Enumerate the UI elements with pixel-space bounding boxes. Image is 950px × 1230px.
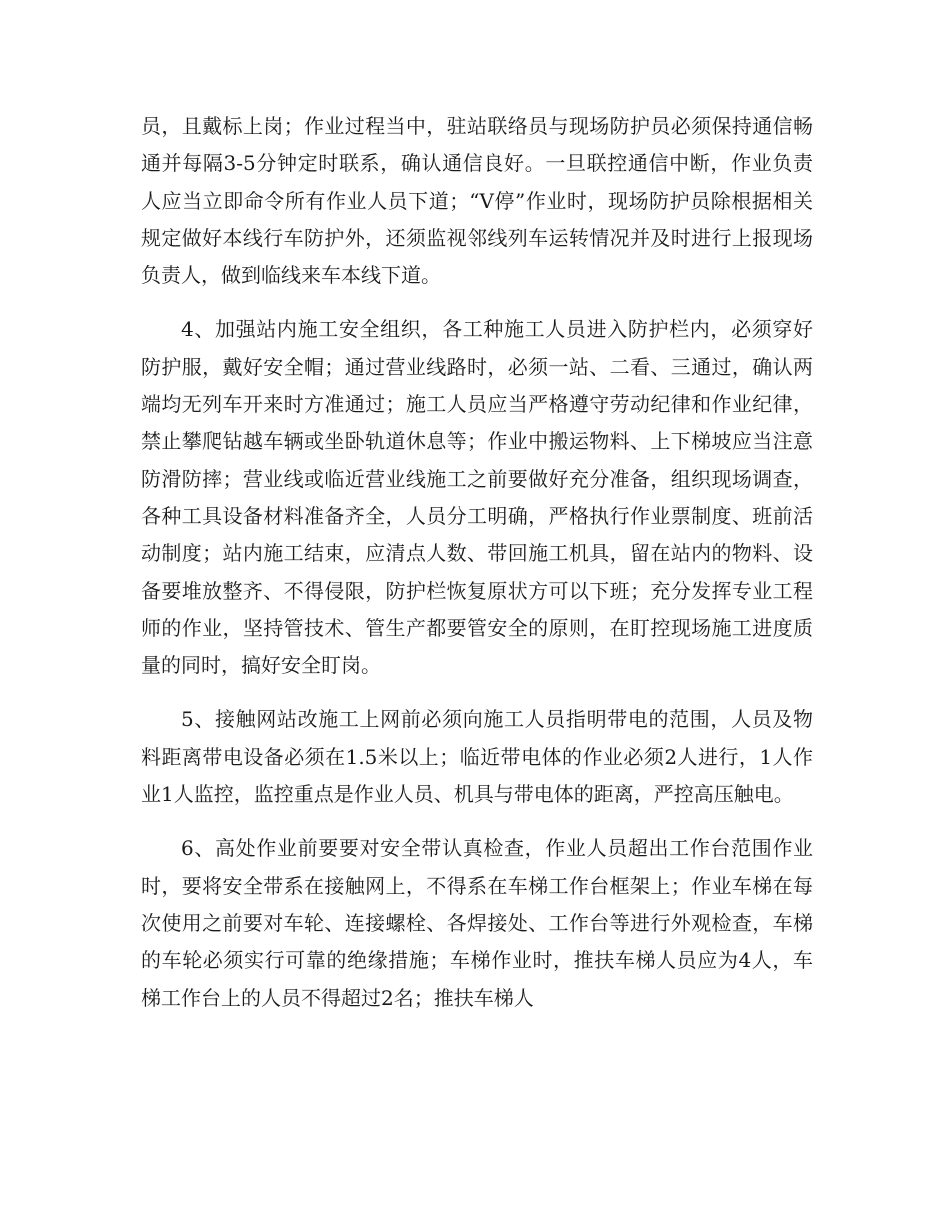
paragraph-item-5: 5、接触网站改施工上网前必须向施工人员指明带电的范围，人员及物料距离带电设备必须在1.5米以上；临近带电体的作业必须2人进行，1人作业1人监控，监控重点是作业人员、机具与带电体的距离，严控高压触电。 — [141, 707, 813, 807]
document-body — [141, 108, 813, 1017]
paragraph-continuation: 员，且戴标上岗；作业过程当中，驻站联络员与现场防护员必须保持通信畅通并每隔3-5分钟定时联系，确认通信良好。一旦联控通信中断，作业负责人应当立即命令所有作业人员下道；“V停”作业时，现场防护员除根据相关规定做好本线行车防护外，还须监视邻线列车运转情况并及时进行上报现场负责人，做到临线来车本线下道。 — [141, 114, 813, 288]
paragraph-item-6: 6、高处作业前要要对安全带认真检查，作业人员超出工作台范围作业时，要将安全带系在接触网上，不得系在车梯工作台框架上；作业车梯在每次使用之前要对车轮、连接螺栓、各焊接处、工作台等进行外观检查，车梯的车轮必须实行可靠的绝缘措施；车梯作业时，推扶车梯人员应为4人，车梯工作台上的人员不得超过2名；推扶车梯人 — [141, 836, 813, 1010]
paragraph-item-4: 4、加强站内施工安全组织，各工种施工人员进入防护栏内，必须穿好防护服，戴好安全帽；通过营业线路时，必须一站、二看、三通过，确认两端均无列车开来时方准通过；施工人员应当严格遵守劳动纪律和作业纪律，禁止攀爬钻越车辆或坐卧轨道休息等；作业中搬运物料、上下梯坡应当注意防滑防摔；营业线或临近营业线施工之前要做好充分准备，组织现场调查，各种工具设备材料准备齐全，人员分工明确，严格执行作业票制度、班前活动制度；站内施工结束，应清点人数、带回施工机具，留在站内的物料、设备要堆放整齐、不得侵限，防护栏恢复原状方可以下班；充分发挥专业工程师的作业，坚持管技术、管生产都要管安全的原则，在盯控现场施工进度质量的同时，搞好安全盯岗。 — [141, 317, 813, 678]
